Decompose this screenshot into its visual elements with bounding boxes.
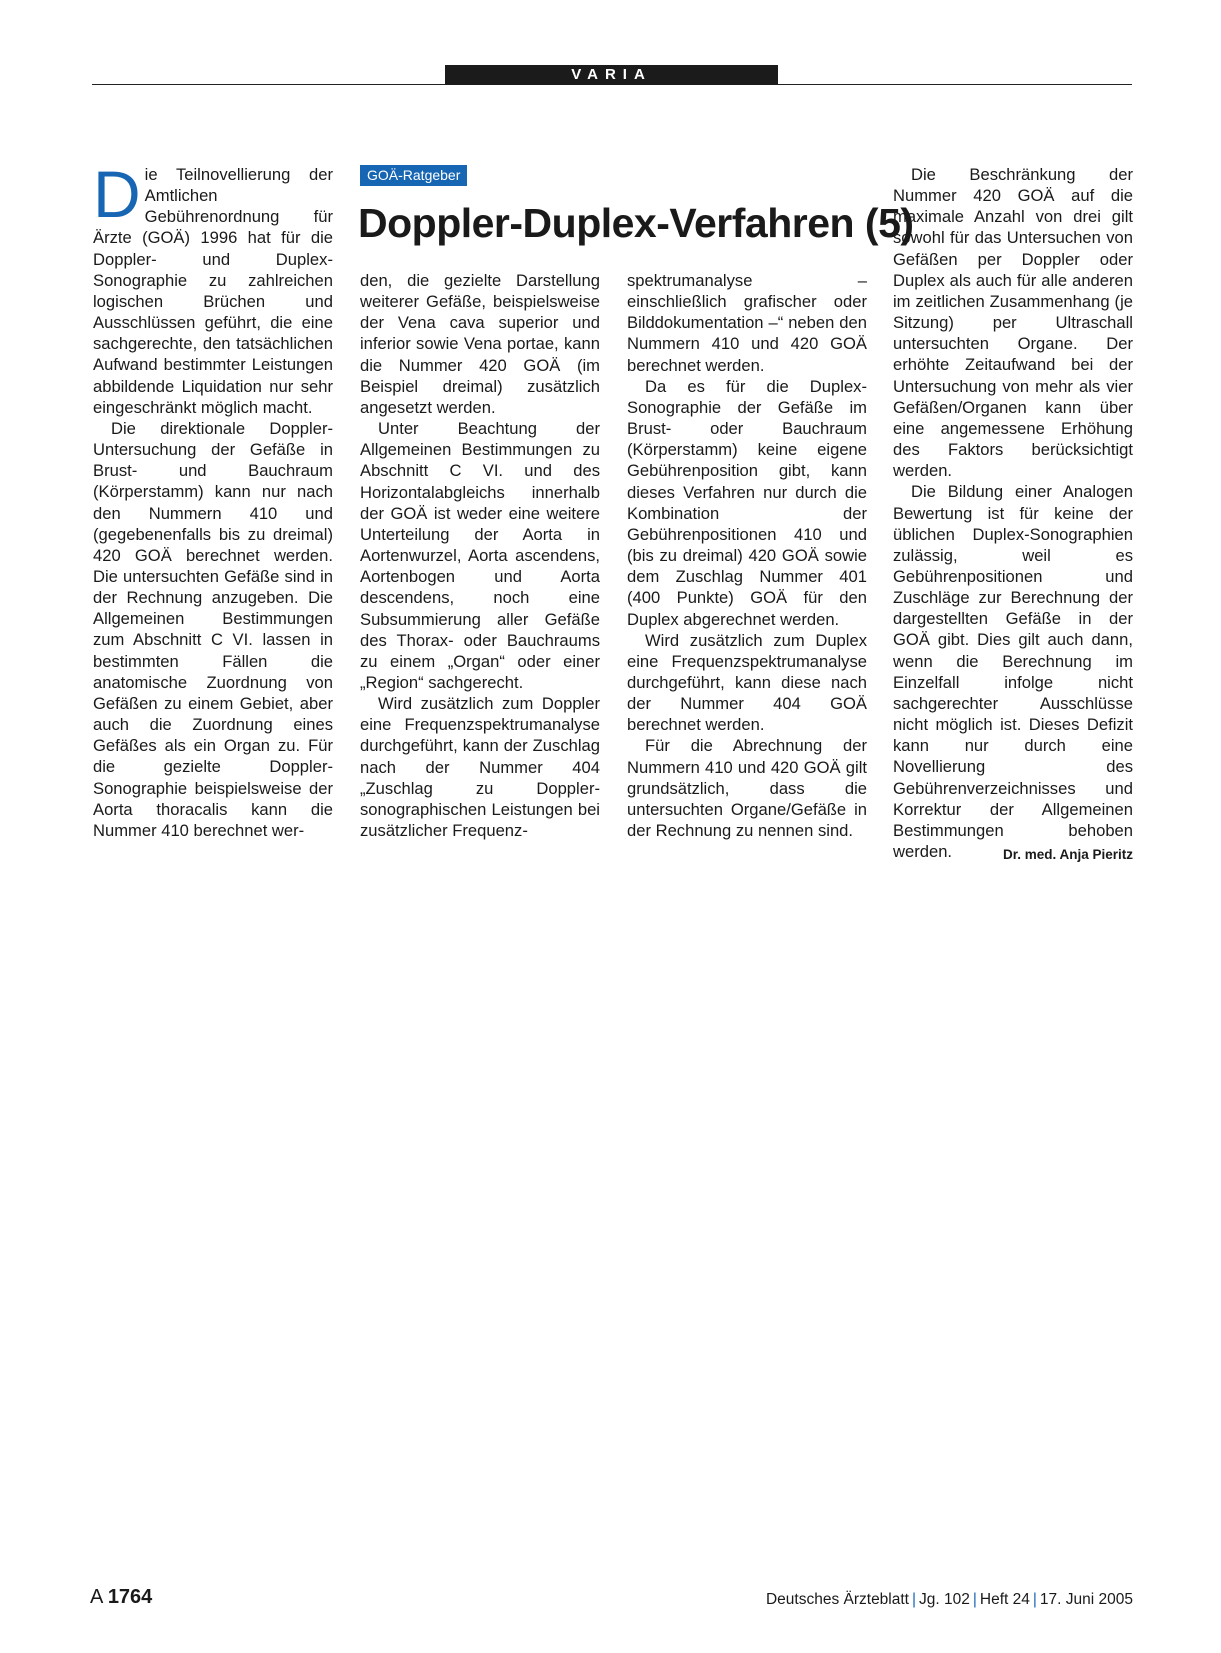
separator: |	[911, 1591, 917, 1608]
paragraph: spektrumanalyse – einschließlich grafischer oder Bilddokumentation –“ neben den Nummern 410 und 420 GOÄ berechnet werden.	[627, 271, 867, 375]
page-number-value: 1764	[107, 1586, 153, 1608]
paragraph: Die Bildung einer Analogen Bewertung ist für keine der üblichen Duplex-Sonographien zulässig, weil es Gebührenpositionen und Zuschläge zur Berechnung der dargestellten Gefäße in der GOÄ gibt. Dies gilt auch dann, wenn die Berechnung im Einzelfall infolge nicht sachgerechter Ausschlüsse nicht möglich ist. Dieses Defizit kann nur durch eine Novellierung des Gebührenverzeichnisses und Korrektur der Allgemeinen Bestimmungen behoben werden. Dr. med. Anja Pieritz	[893, 481, 1133, 862]
journal-source-line	[766, 1591, 1133, 1609]
journal-volume: Jg. 102	[919, 1591, 970, 1608]
paragraph: Die Beschränkung der Nummer 420 GOÄ auf die maximale Anzahl von drei gilt sowohl für das Untersuchen von Gefäßen per Doppler oder Duplex als auch für alle anderen im zeitlichen Zusammenhang (je Sitzung) per Ultraschall untersuchten Organe. Der erhöhte Zeitaufwand bei der Untersuchung von mehr als vier Gefäßen/Organen kann über eine angemessene Erhöhung des Faktors berücksichtigt werden.	[893, 165, 1133, 481]
paragraph: den, die gezielte Darstellung weiterer Gefäße, beispielsweise der Vena cava superior und inferior sowie Vena portae, kann die Nummer 420 GOÄ (im Beispiel dreimal) zusätzlich angesetzt werden.	[360, 271, 600, 417]
separator: |	[1032, 1591, 1037, 1608]
paragraph: Die Teilnovellierung der Amtlichen Gebührenordnung für Ärzte (GOÄ) 1996 hat für die Doppler- und Duplex-Sonographie zu zahlreichen logischen Brüchen und Ausschlüssen geführt, die eine sachgerechte, den tatsächlichen Aufwand bestimmter Leistungen abbildende Liquidation nur sehr eingeschränkt möglich macht.	[93, 157, 333, 417]
article-column-4	[893, 164, 1133, 865]
paragraph: Wird zusätzlich zum Doppler eine Frequenzspektrumanalyse durchgeführt, kann der Zuschlag nach der Nummer 404 „Zuschlag zu Doppler-sonographischen Leistungen bei zusätzlicher Frequenz-	[360, 694, 600, 841]
page-prefix: A	[90, 1586, 103, 1608]
article-column-3	[627, 270, 867, 841]
paragraph: Wird zusätzlich zum Duplex eine Frequenzspektrumanalyse durchgeführt, kann diese nach der Nummer 404 GOÄ berechnet werden.	[627, 630, 867, 735]
paragraph: Unter Beachtung der Allgemeinen Bestimmungen zu Abschnitt C VI. und des Horizontalabgleichs innerhalb der GOÄ ist weder eine weitere Unterteilung der Aorta in Aortenwurzel, Aorta ascendens, Aortenbogen und Aorta descendens, noch eine Subsummierung aller Gefäße des Thorax- oder Bauchraums zu einem „Organ“ oder einer „Region“ sachgerecht.	[360, 419, 600, 692]
author-byline: Dr. med. Anja Pieritz	[1002, 847, 1133, 862]
drop-cap: D	[93, 157, 141, 231]
article-title: Doppler-Duplex-Verfahren (5)	[358, 200, 914, 246]
paragraph: Da es für die Duplex-Sonographie der Gefäße im Brust- oder Bauchraum (Körperstamm) keine eigene Gebührenposition gibt, kann dieses Verfahren nur durch die Kombination der Gebührenpositionen 410 und (bis zu dreimal) 420 GOÄ sowie dem Zuschlag Nummer 401 (400 Punkte) GOÄ für den Duplex abgerechnet werden.	[627, 376, 867, 629]
journal-date: 17. Juni 2005	[1039, 1591, 1133, 1608]
paragraph: Für die Abrechnung der Nummern 410 und 420 GOÄ gilt grundsätzlich, dass die untersuchten Organe/Gefäße in der Rechnung zu nennen sind.	[627, 736, 867, 841]
journal-name: Deutsches Ärzteblatt	[765, 1591, 909, 1608]
section-label: VARIA	[445, 65, 778, 85]
page-number	[90, 1586, 152, 1609]
journal-issue: Heft 24	[979, 1591, 1030, 1608]
article-column-2	[360, 270, 600, 841]
paragraph: Die direktionale Doppler-Untersuchung der Gefäße in Brust- und Bauchraum (Körperstamm) kann nur nach den Nummern 410 und (gegebenenfalls bis zu dreimal) 420 GOÄ berechnet werden. Die untersuchten Gefäße sind in der Rechnung anzugeben. Die Allgemeinen Bestimmungen zum Abschnitt C VI. lassen in bestimmten Fällen die anatomische Zuordnung von Gefäßen zu einem Gebiet, aber auch die Zuordnung eines Gefäßes als ein Organ zu. Für die gezielte Doppler-Sonographie beispielsweise der Aorta thoracalis kann die Nummer 410 berechnet wer-	[93, 418, 333, 840]
rubric-badge: GOÄ-Ratgeber	[360, 165, 467, 186]
article-column-1	[93, 157, 333, 841]
separator: |	[972, 1591, 977, 1608]
